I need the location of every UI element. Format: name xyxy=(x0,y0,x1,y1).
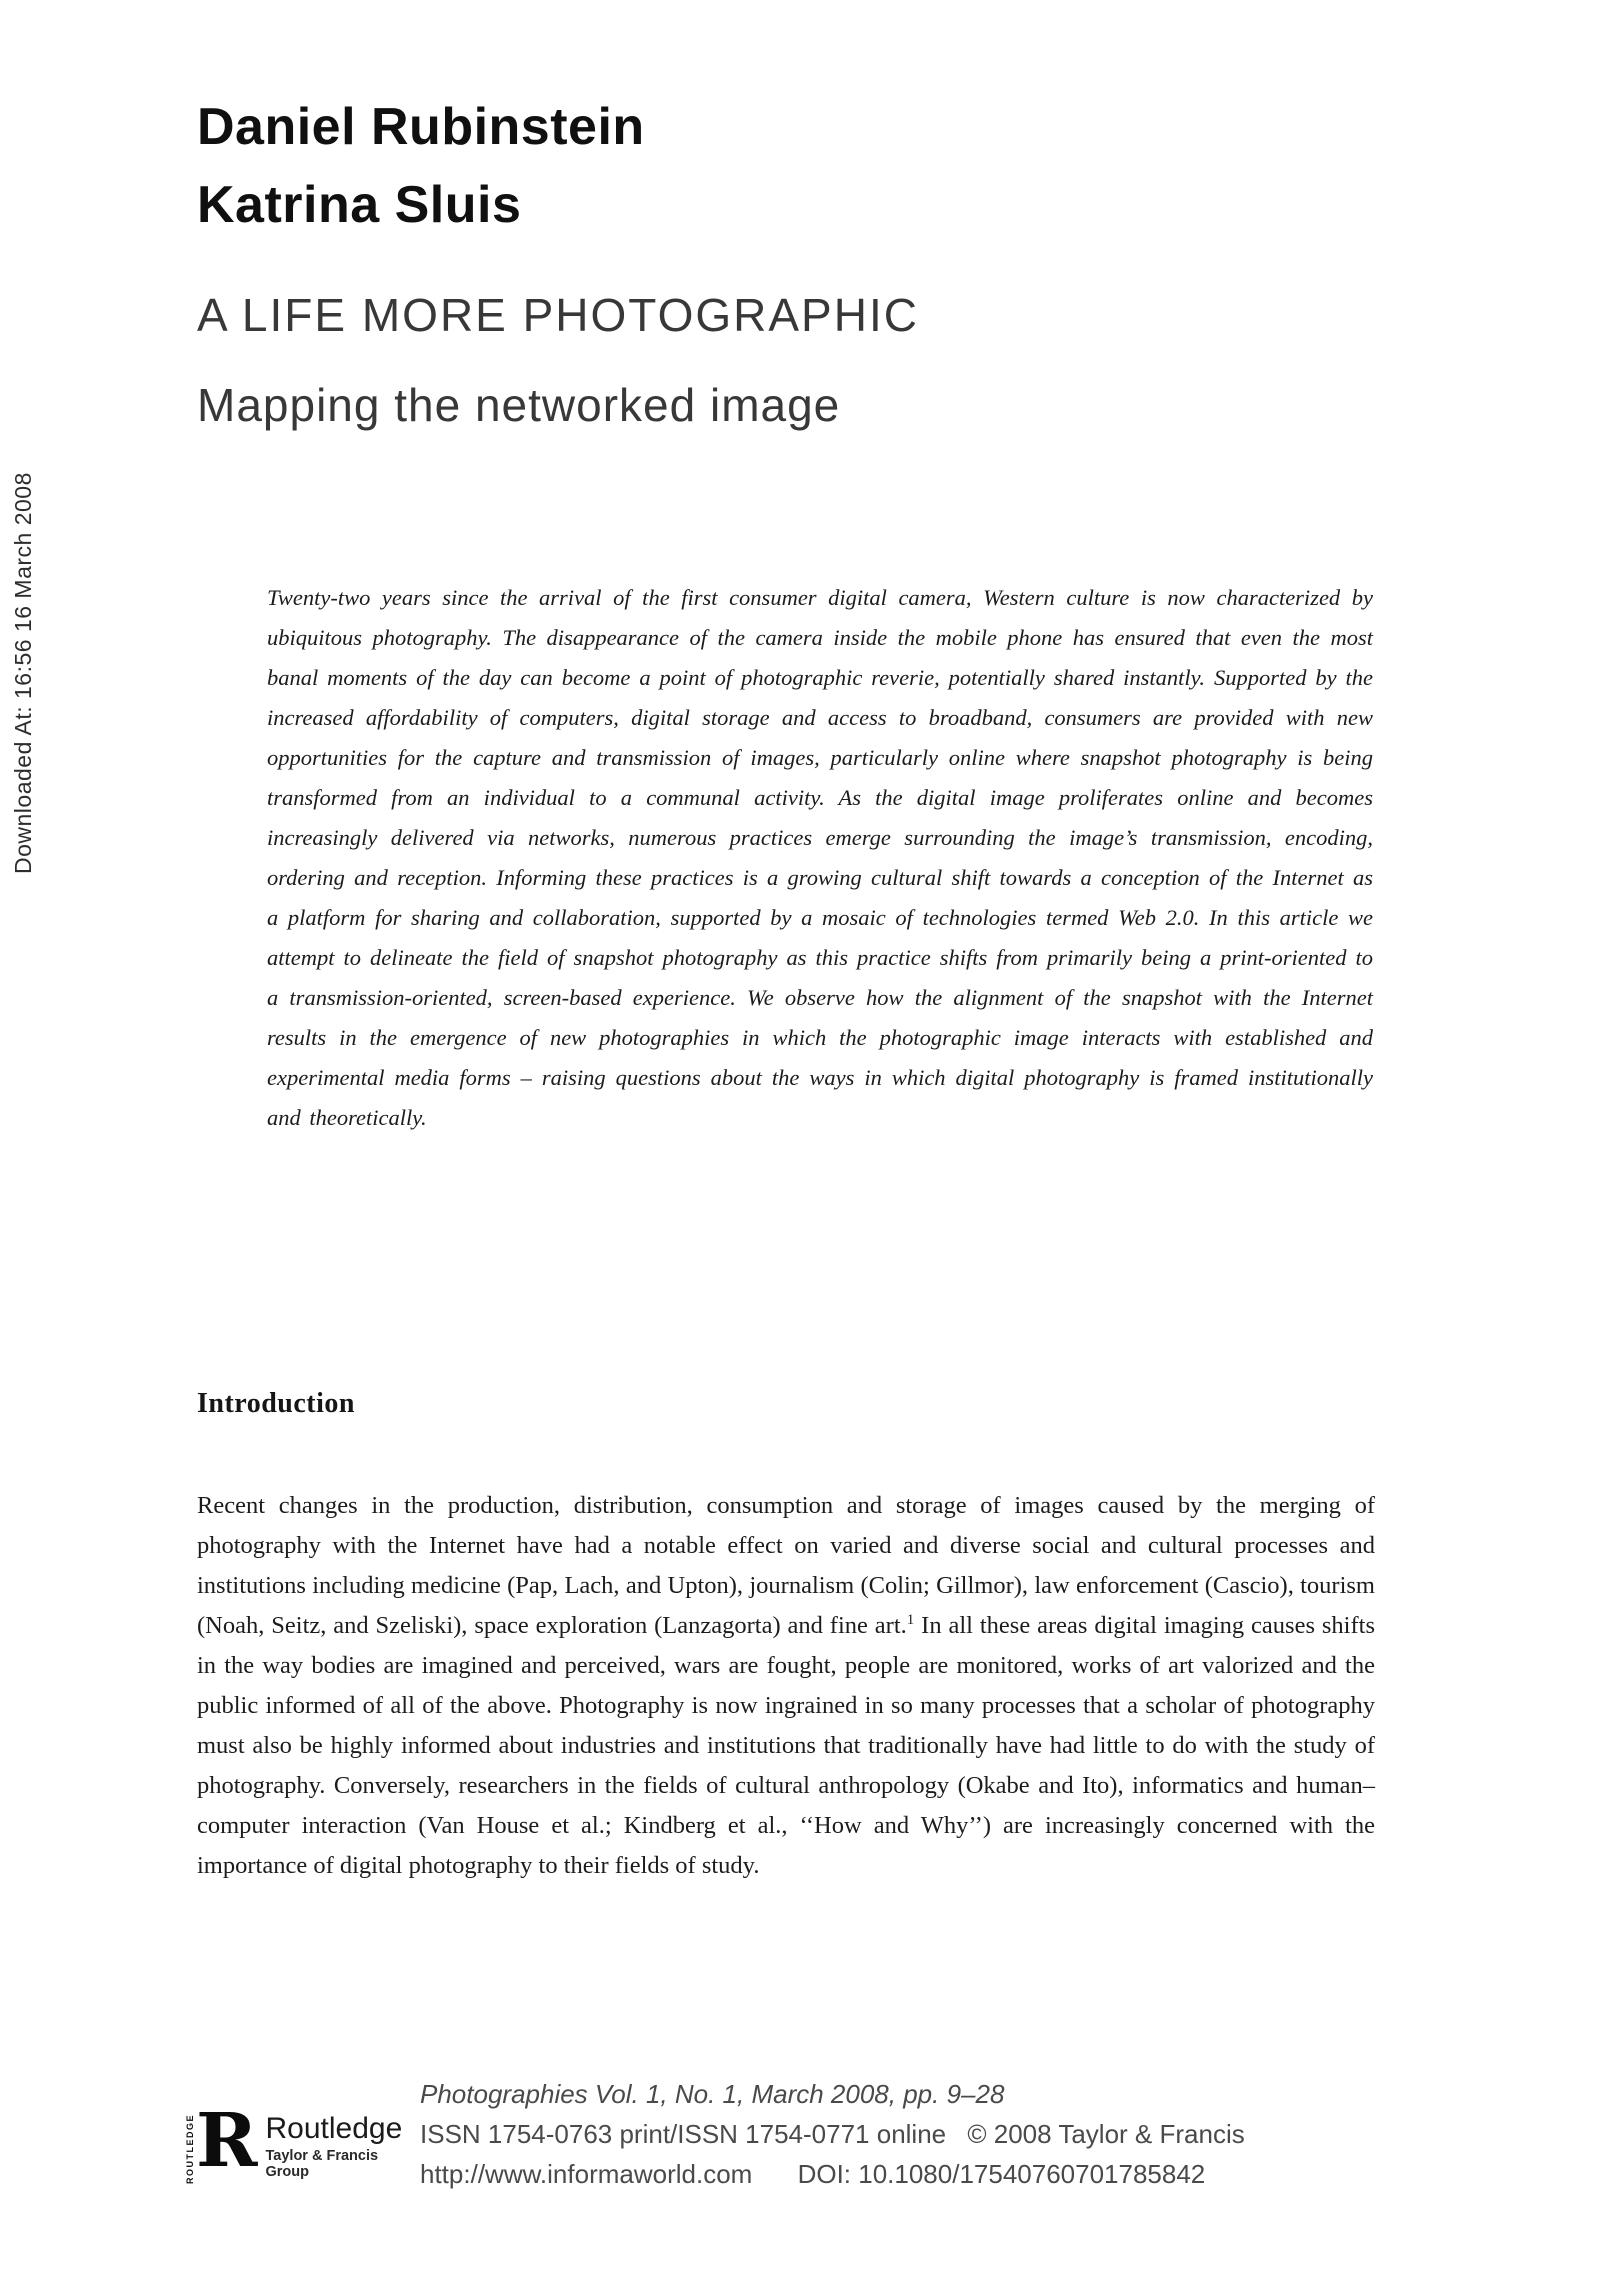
routledge-logo-text xyxy=(266,2112,421,2180)
author-name: Daniel Rubinstein xyxy=(197,98,645,156)
paragraph-text: Recent changes in the production, distribution, consumption and storage of images caused by the merging of photography with the Internet have had a notable effect on varied and diverse social and cultural processes and institutions including medicine (Pap, Lach, and Upton), journalism (Colin; Gillmor), law enforcement (Cascio), tourism (Noah, Seitz, and Szeliski), space exploration (Lanzagorta) and fine art. xyxy=(197,1492,1375,1639)
introduction-paragraph xyxy=(197,1486,1375,1886)
copyright-notice: © 2008 Taylor & Francis xyxy=(967,2119,1245,2149)
publication-info xyxy=(420,2074,1245,2194)
section-heading-introduction: Introduction xyxy=(197,1388,355,1419)
article-subtitle: Mapping the networked image xyxy=(197,379,841,431)
routledge-r-icon: R xyxy=(196,2098,258,2184)
abstract-text: Twenty-two years since the arrival of the first consumer digital camera, Western culture is now characterized by ubiquitous photography. The disappearance of the camera inside the mobile phone has ensured that even the most banal moments of the day can become a point of photographic reverie, potentially shared instantly. Supported by the increased affordability of computers, digital storage and access to broadband, consumers are provided with new opportunities for the capture and transmission of images, particularly online where snapshot photography is being transformed from an individual to a communal activity. As the digital image proliferates online and becomes increasingly delivered via networks, numerous practices emerge surrounding the image’s transmission, encoding, ordering and reception. Informing these practices is a growing cultural shift towards a conception of the Internet as a platform for sharing and collaboration, supported by a mosaic of technologies termed Web 2.0. In this article we attempt to delineate the field of snapshot photography as this practice shifts from primarily being a print-oriented to a transmission-oriented, screen-based experience. We observe how the alignment of the snapshot with the Internet results in the emergence of new photographies in which the photographic image interacts with established and experimental media forms – raising questions about the ways in which digital photography is framed institutionally and theoretically. xyxy=(267,585,1373,1130)
author-name: Katrina Sluis xyxy=(197,176,522,234)
routledge-logo-mark xyxy=(185,2098,258,2184)
footnote-marker: 1 xyxy=(906,1611,915,1628)
journal-volume-info: Photographies Vol. 1, No. 1, March 2008, pp. 9–28 xyxy=(420,2079,1005,2109)
issn-numbers: ISSN 1754-0763 print/ISSN 1754-0771 online xyxy=(420,2119,947,2149)
journal-footer xyxy=(185,2074,1375,2194)
doi-text: DOI: 10.1080/17540760701785842 xyxy=(797,2159,1206,2189)
routledge-logo xyxy=(185,2098,420,2184)
article-title: A LIFE MORE PHOTOGRAPHIC xyxy=(197,289,919,341)
url-doi-line xyxy=(420,2154,1245,2194)
journal-citation-line xyxy=(420,2074,1245,2114)
taylor-francis-tagline: Taylor & Francis Group xyxy=(265,2148,379,2180)
author-block xyxy=(197,88,645,244)
downloaded-at-watermark: Downloaded At: 16:56 16 March 2008 xyxy=(10,472,36,874)
paragraph-text: In all these areas digital imaging causes shifts in the way bodies are imagined and perceived, wars are fought, people are monitored, works of art valorized and the public informed of all of the above. Photography is now ingrained in so many processes that a scholar of photography must also be highly informed about industries and institutions that traditionally have had little to do with the study of photography. Conversely, researchers in the fields of cultural anthropology (Okabe and Ito), informatics and human–computer interaction (Van House et al.; Kindberg et al., ‘‘How and Why’’) are increasingly concerned with the importance of digital photography to their fields of study. xyxy=(197,1612,1375,1879)
routledge-name: Routledge xyxy=(265,2112,403,2145)
issn-line xyxy=(420,2114,1245,2154)
publisher-url: http://www.informaworld.com xyxy=(420,2159,753,2189)
routledge-vertical-text: ROUTLEDGE xyxy=(185,2113,195,2184)
